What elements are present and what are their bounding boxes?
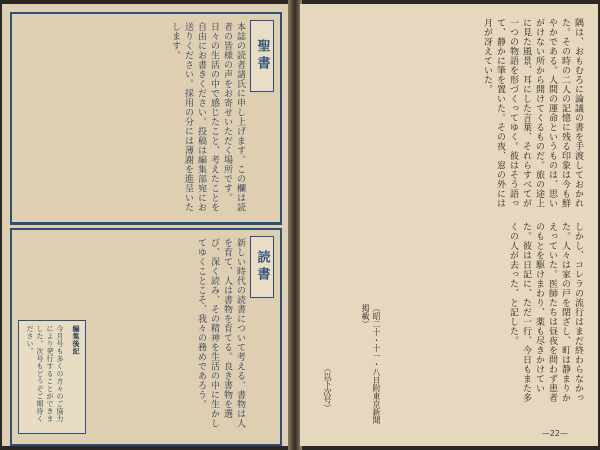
article-lower-text: しかし、コレラの流行はまだ終わらなかった。人々は家の戸を閉ざし、町は静まりかえっていた。医師たちは昼夜を問わず患者のもとを駆けまわり、薬も尽きかけていた。彼は日記に、ただ一行、今日もまた多くの人が去った、と記した。: [508, 222, 583, 403]
page-number: —22—: [541, 429, 568, 438]
left-page: [2, 4, 290, 446]
right-page: [300, 4, 598, 446]
reading-panel: [10, 228, 282, 446]
bottom-panel-text: 新しい時代の読書について考える。書物は人を育て、人は書物を育てる。良き書物を選び、深く読み、その精神を生活の中に生かしてゆくことこそ、我々の務めであろう。: [196, 238, 245, 428]
editor-note-title: 編集後記: [72, 325, 81, 355]
reader-column-panel: [10, 12, 282, 224]
divider: [10, 223, 282, 225]
bottom-banner: [250, 236, 274, 298]
top-banner: [250, 20, 274, 92]
article-upper-text: 隅は、おもむろに論議の書を手渡しておかれた。その時の二人の記憶に残る印象は今も鮮やかである。人間の運命というものは、思いがけない所から開けてくるものだ。旅の途上に見た風景、耳にした言葉、それらすべてが一つの物語を形づくってゆく。彼はそう語って、静かに筆を置いた。その夜、窓の外には月が冴えていた。: [482, 18, 583, 208]
publication-date-note: （昭二十・十一・八日附東京新聞掲載）: [361, 304, 381, 424]
to-be-continued-note: （以下次号）: [323, 364, 332, 412]
top-banner-title: 聖書: [254, 39, 270, 73]
editor-note-text: 今月号も多くの方々のご協力により発行することができました。次号もどうぞご期待ください。: [26, 325, 64, 423]
top-panel-text: 本誌の読者諸氏に申し上げます。この欄は読者の皆様の声をお寄せいただく場所です。日々の生活の中で感じたこと、考えたことを自由にお書きください。投稿は編集部宛にお送りください。採用の分には薄謝を進呈いたします。: [170, 22, 245, 212]
editor-note-box: [18, 320, 86, 434]
bottom-banner-title: 読書: [254, 250, 270, 284]
